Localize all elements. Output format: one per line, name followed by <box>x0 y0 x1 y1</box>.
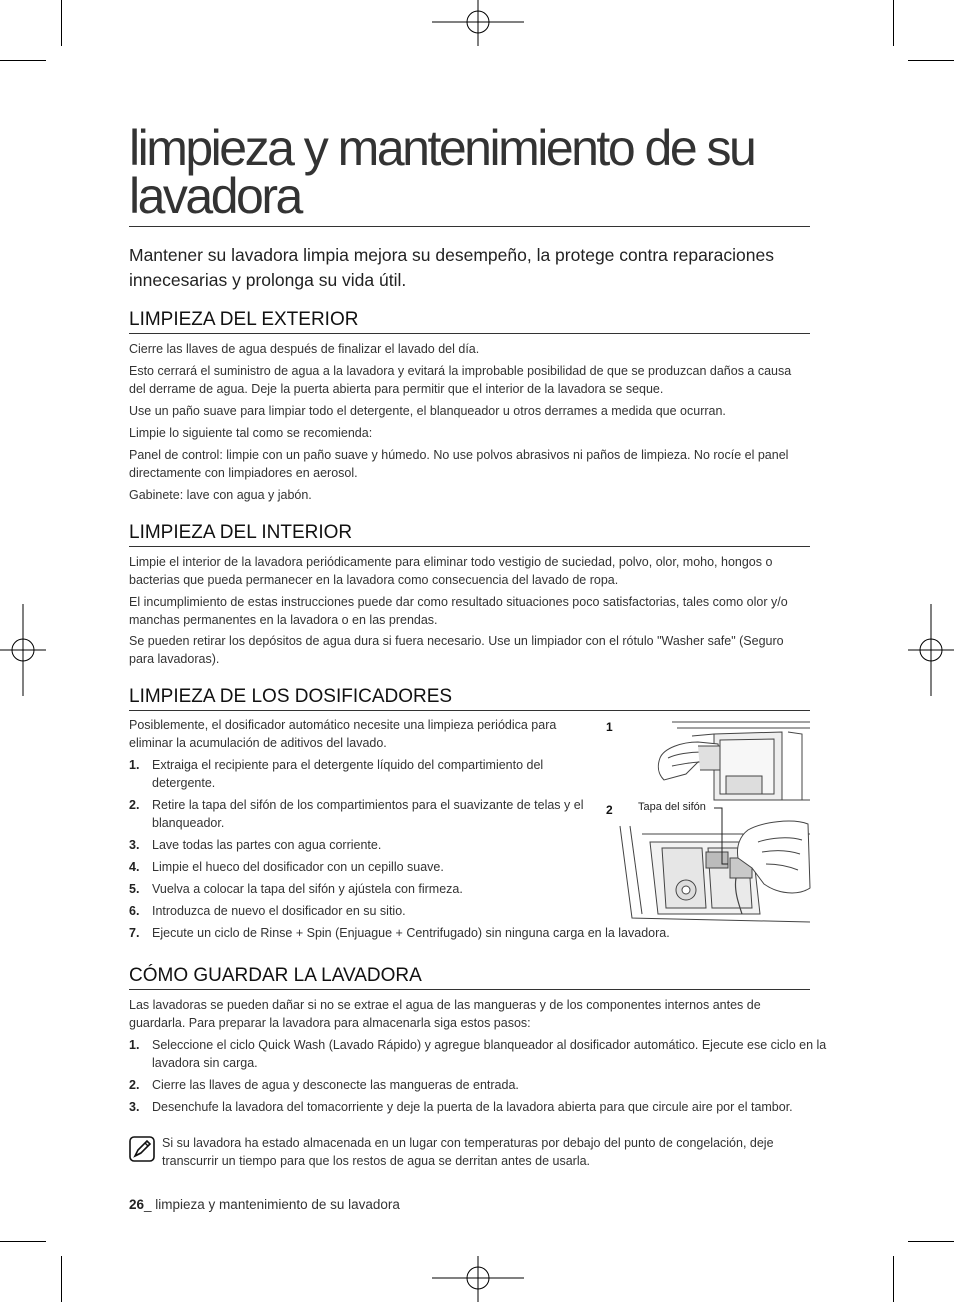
paragraph: Use un paño suave para limpiar todo el detergente, el blanqueador u otros derrames a medida que ocurran. <box>129 404 726 418</box>
registration-mark-top <box>432 0 524 46</box>
page-number: 26 <box>129 1197 145 1212</box>
paragraph: Gabinete: lave con agua y jabón. <box>129 488 312 502</box>
list-item <box>129 924 832 942</box>
crop-mark <box>908 1241 954 1242</box>
step-text: Lave todas las partes con agua corriente. <box>152 838 382 852</box>
list-item <box>129 902 597 920</box>
step-text: Introduzca de nuevo el dosificador en su sitio. <box>152 904 406 918</box>
section-heading-storage: CÓMO GUARDAR LA LAVADORA <box>129 964 810 990</box>
list-item <box>129 796 597 832</box>
figure-label-2: 2 <box>606 803 613 817</box>
page-footer <box>129 1197 400 1212</box>
crop-mark <box>61 1256 62 1302</box>
step-number: 3. <box>129 1100 140 1114</box>
step-text: Extraiga el recipiente para el detergente líquido del compartimiento del detergente. <box>152 758 544 790</box>
paragraph: Cierre las llaves de agua después de finalizar el lavado del día. <box>129 342 480 356</box>
step-text: Desenchufe la lavadora del tomacorriente y deje la puerta de la lavadora abierta para que circule aire por el tambor. <box>152 1100 793 1114</box>
footer-text: _ limpieza y mantenimiento de su lavadora <box>144 1197 400 1212</box>
page-title: limpieza y mantenimiento de su lavadora <box>129 120 755 224</box>
registration-mark-bottom <box>432 1256 524 1302</box>
note-icon <box>129 1136 155 1162</box>
list-item <box>129 836 597 854</box>
crop-mark <box>61 0 62 46</box>
list-item <box>129 858 597 876</box>
list-item <box>129 1098 832 1116</box>
crop-mark <box>893 0 894 46</box>
step-text: Seleccione el ciclo Quick Wash (Lavado Rápido) y agregue blanqueador al dosificador automático. Ejecute ese ciclo en la lavadora sin carga. <box>152 1038 827 1070</box>
dispenser-illustration <box>602 718 812 924</box>
crop-mark <box>0 1241 46 1242</box>
dispenser-drawing <box>602 718 812 924</box>
step-text: Retire la tapa del sifón de los compartimientos para el suavizante de telas y el blanqueador. <box>152 798 584 830</box>
step-text: Vuelva a colocar la tapa del sifón y ajústela con firmeza. <box>152 882 463 896</box>
crop-mark <box>908 60 954 61</box>
list-item <box>129 1076 832 1094</box>
figure-caption: Tapa del sifón <box>638 801 706 813</box>
step-number: 5. <box>129 882 140 896</box>
figure-label-1: 1 <box>606 720 613 734</box>
note-text: Si su lavadora ha estado almacenada en un lugar con temperaturas por debajo del punto de congelación, deje transcurrir un tiempo para que los restos de agua se derritan antes de usarla. <box>162 1136 774 1168</box>
crop-mark <box>0 60 46 61</box>
paragraph: El incumplimiento de estas instrucciones puede dar como resultado situaciones poco satisfactorias, tales como olor y/o manchas permanentes en la lavadora o en las prendas. <box>129 595 788 627</box>
registration-mark-left <box>0 604 46 696</box>
step-number: 2. <box>129 798 140 812</box>
list-item <box>129 756 597 792</box>
step-number: 1. <box>129 1038 140 1052</box>
step-number: 1. <box>129 758 140 772</box>
step-text: Ejecute un ciclo de Rinse + Spin (Enjuague + Centrifugado) sin ninguna carga en la lavadora. <box>152 926 670 940</box>
intro-text: Mantener su lavadora limpia mejora su desempeño, la protege contra reparaciones innecesarias y prolonga su vida útil. <box>129 245 774 290</box>
step-number: 3. <box>129 838 140 852</box>
paragraph: Se pueden retirar los depósitos de agua dura si fuera necesario. Use un limpiador con el rótulo "Washer safe" (Seguro para lavadoras). <box>129 634 784 666</box>
paragraph: Posiblemente, el dosificador automático necesite una limpieza periódica para eliminar la acumulación de aditivos del lavado. <box>129 718 557 750</box>
storage-steps <box>129 1036 827 1116</box>
paragraph: Limpie lo siguiente tal como se recomienda: <box>129 426 373 440</box>
section-heading-exterior: LIMPIEZA DEL EXTERIOR <box>129 308 810 334</box>
paragraph: Panel de control: limpie con un paño suave y húmedo. No use polvos abrasivos ni paños de limpieza. No rocíe el panel directamente con limpiadores en aerosol. <box>129 448 789 480</box>
paragraph: Las lavadoras se pueden dañar si no se extrae el agua de las mangueras y de los componentes internos antes de guardarla. Para preparar la lavadora para almacenarla siga estos pasos: <box>129 998 761 1030</box>
step-number: 7. <box>129 926 140 940</box>
crop-mark <box>893 1256 894 1302</box>
list-item <box>129 880 597 898</box>
step-text: Limpie el hueco del dosificador con un cepillo suave. <box>152 860 444 874</box>
paragraph: Esto cerrará el suministro de agua a la lavadora y evitará la improbable posibilidad de que se produzcan daños a causa del derrame de agua. Deje la puerta abierta para permitir que el interior de la lavadora se seque. <box>129 364 792 396</box>
step-number: 4. <box>129 860 140 874</box>
section-heading-interior: LIMPIEZA DEL INTERIOR <box>129 521 810 547</box>
step-number: 2. <box>129 1078 140 1092</box>
paragraph: Limpie el interior de la lavadora periódicamente para eliminar todo vestigio de suciedad, polvo, olor, moho, hongos o bacterias que pueda permanecer en la lavadora como consecuencia del lavado de ropa. <box>129 555 773 587</box>
list-item <box>129 1036 832 1072</box>
registration-mark-right <box>908 604 954 696</box>
title-rule <box>129 226 810 227</box>
step-text: Cierre las llaves de agua y desconecte las mangueras de entrada. <box>152 1078 519 1092</box>
step-number: 6. <box>129 904 140 918</box>
section-heading-dispensers: LIMPIEZA DE LOS DOSIFICADORES <box>129 685 810 711</box>
